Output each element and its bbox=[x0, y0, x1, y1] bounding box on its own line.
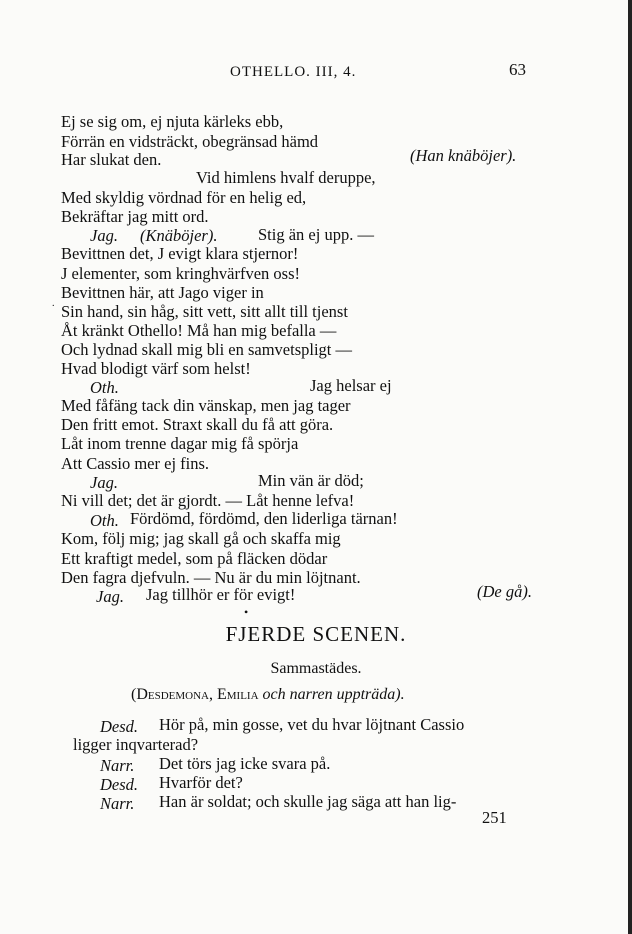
separator-dot: • bbox=[244, 605, 249, 619]
signature-mark: 251 bbox=[482, 808, 507, 827]
verse-line: Bevittnen det, J evigt klara stjernor! bbox=[61, 244, 299, 263]
speaker-name: Desd. bbox=[100, 775, 139, 794]
verse-line: Med skyldig vördnad för en helig ed, bbox=[61, 188, 307, 207]
prose-line: Hvarför det? bbox=[159, 773, 243, 792]
scene-heading: FJERDE SCENEN. bbox=[225, 622, 407, 646]
prose-line: Hör på, min gosse, vet du hvar löjtnant Cassio bbox=[159, 715, 465, 734]
verse-line: Kom, följ mig; jag skall gå och skaffa mig bbox=[61, 529, 341, 548]
margin-mark: . bbox=[52, 298, 55, 309]
speaker-name: Jag. bbox=[90, 473, 118, 492]
verse-line: Ej se sig om, ej njuta kärleks ebb, bbox=[61, 112, 284, 131]
speaker-name: Narr. bbox=[100, 756, 135, 775]
verse-line: Fördömd, fördömd, den liderliga tärnan! bbox=[130, 509, 398, 528]
verse-line: Vid himlens hvalf deruppe, bbox=[196, 168, 376, 187]
stage-direction: (De gå). bbox=[477, 582, 532, 601]
verse-line: Bevittnen här, att Jago viger in bbox=[61, 283, 264, 302]
verse-line: Med fåfäng tack din vänskap, men jag tager bbox=[61, 396, 351, 415]
stage-direction: (Han knäböjer). bbox=[410, 146, 517, 165]
verse-line: Den fagra djefvuln. — Nu är du min löjtnant. bbox=[61, 568, 361, 587]
speaker-name: Oth. bbox=[90, 511, 119, 530]
speaker-name: Jag. bbox=[96, 587, 124, 606]
verse-line: Sin hand, sin håg, sitt vett, sitt allt till tjenst bbox=[61, 302, 348, 321]
verse-line: Stig än ej upp. — bbox=[258, 225, 374, 244]
verse-line: Den fritt emot. Straxt skall du få att göra. bbox=[61, 415, 334, 434]
scene-place: Sammastädes. bbox=[270, 660, 362, 677]
verse-line: Har slukat den. bbox=[61, 150, 162, 169]
verse-line: Bekräftar jag mitt ord. bbox=[61, 207, 209, 226]
prose-line: Det törs jag icke svara på. bbox=[159, 754, 331, 773]
verse-line: Jag helsar ej bbox=[310, 376, 392, 395]
scene-entrance-direction: (Desdemona, Emilia och narren uppträda). bbox=[131, 686, 405, 703]
verse-line: Förrän en vidsträckt, obegränsad hämd bbox=[61, 132, 319, 151]
running-header: OTHELLO. III, 4. bbox=[230, 64, 357, 80]
verse-line: Ett kraftigt medel, som på fläcken dödar bbox=[61, 549, 328, 568]
verse-line: Åt kränkt Othello! Må han mig befalla — bbox=[61, 321, 337, 340]
verse-line: J elementer, som kringhvärfven oss! bbox=[61, 264, 300, 283]
prose-line: Han är soldat; och skulle jag säga att han lig- bbox=[159, 792, 457, 811]
verse-line: Min vän är död; bbox=[258, 471, 364, 490]
speaker-name: Oth. bbox=[90, 378, 119, 397]
speaker-name: Desd. bbox=[100, 717, 139, 736]
verse-line: Låt inom trenne dagar mig få spörja bbox=[61, 434, 299, 453]
character-name: Desdemona bbox=[136, 686, 209, 703]
verse-line: Hvad blodigt värf som helst! bbox=[61, 359, 251, 378]
verse-line: Ni vill det; det är gjordt. — Låt henne lefva! bbox=[61, 491, 355, 510]
speaker-name: Jag. bbox=[90, 226, 118, 245]
stage-direction: (Knäböjer). bbox=[140, 226, 218, 245]
speaker-name: Narr. bbox=[100, 794, 135, 813]
verse-line: Jag tillhör er för evigt! bbox=[146, 585, 296, 604]
page-edge bbox=[628, 0, 632, 934]
verse-line: Att Cassio mer ej fins. bbox=[61, 454, 210, 473]
verse-line: Och lydnad skall mig bli en samvetspligt — bbox=[61, 340, 353, 359]
page-number: 63 bbox=[509, 60, 526, 79]
prose-line: ligger inqvarterad? bbox=[73, 735, 199, 754]
character-name: Emilia bbox=[217, 686, 259, 703]
